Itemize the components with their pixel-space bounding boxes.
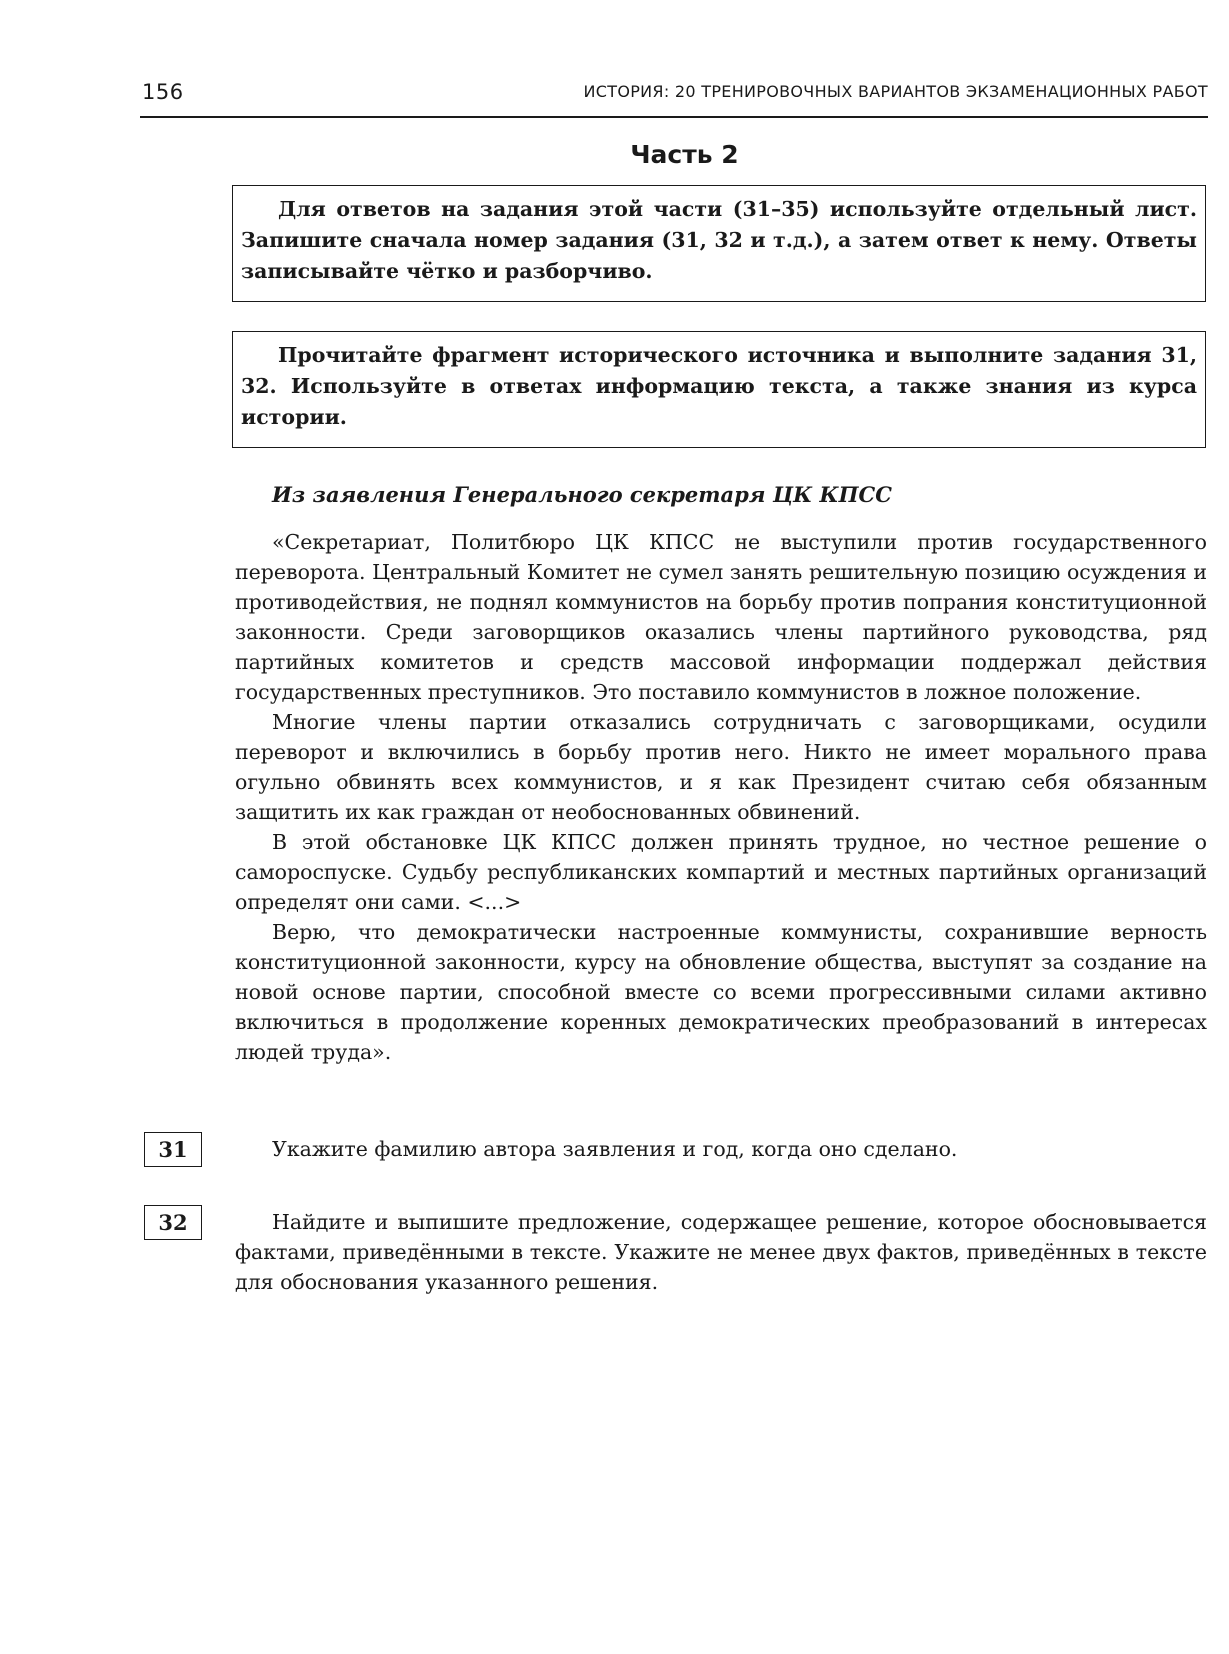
- running-title: ИСТОРИЯ: 20 ТРЕНИРОВОЧНЫХ ВАРИАНТОВ ЭКЗАМЕНАЦИОННЫХ РАБОТ: [583, 82, 1208, 101]
- quote-paragraph: Многие члены партии отказались сотрудничать с заговорщиками, осудили переворот и включились в борьбу против него. Никто не имеет морального права огульно обвинять всех коммунистов, и я как Президент считаю себя обязанным защитить их как граждан от необоснованных обвинений.: [235, 710, 1207, 824]
- instructions-box: [232, 185, 1206, 302]
- task-question: Найдите и выпишите предложение, содержащее решение, которое обосновывается фактами, приведёнными в тексте. Укажите не менее двух фактов, приведённых в тексте для обоснования указанного решения.: [235, 1210, 1207, 1294]
- task-number-box: 31: [144, 1132, 202, 1167]
- reading-instructions-text: Прочитайте фрагмент исторического источника и выполните задания 31, 32. Используйте в ответах информацию текста, а также знания из курса истории.: [241, 343, 1197, 429]
- source-quote: [235, 527, 1207, 1067]
- page-header: [140, 76, 1208, 118]
- task-number-box: 32: [144, 1205, 202, 1240]
- task-question: Укажите фамилию автора заявления и год, когда оно сделано.: [272, 1137, 958, 1161]
- reading-instructions-box: [232, 331, 1206, 448]
- quote-paragraph: «Секретариат, Политбюро ЦК КПСС не выступили против государственного переворота. Центральный Комитет не сумел занять решительную позицию осуждения и противодействия, не поднял коммунистов на борьбу против попрания конституционной законности. Среди заговорщиков оказались члены партийного руководства, ряд партийных комитетов и средств массовой информации поддержал действия государственных преступников. Это поставило коммунистов в ложное положение.: [235, 530, 1207, 704]
- part-title: Часть 2: [630, 140, 739, 169]
- instructions-text: Для ответов на задания этой части (31–35) используйте отдельный лист. Запишите сначала номер задания (31, 32 и т.д.), а затем ответ к нему. Ответы записывайте чётко и разборчиво.: [241, 197, 1197, 283]
- quote-paragraph: Верю, что демократически настроенные коммунисты, сохранившие верность конституционной законности, курсу на обновление общества, выступят за создание на новой основе партии, способной вместе со всеми прогрессивными силами активно включиться в продолжение коренных демократических преобразований в интересах людей труда».: [235, 920, 1207, 1064]
- task-text: [235, 1134, 1207, 1164]
- page-number: 156: [142, 80, 184, 104]
- task-text: [235, 1207, 1207, 1297]
- source-title: Из заявления Генерального секретаря ЦК КПСС: [272, 482, 892, 507]
- quote-paragraph: В этой обстановке ЦК КПСС должен принять трудное, но честное решение о самороспуске. Судьбу республиканских компартий и местных партийных организаций определят они сами. <...>: [235, 830, 1207, 914]
